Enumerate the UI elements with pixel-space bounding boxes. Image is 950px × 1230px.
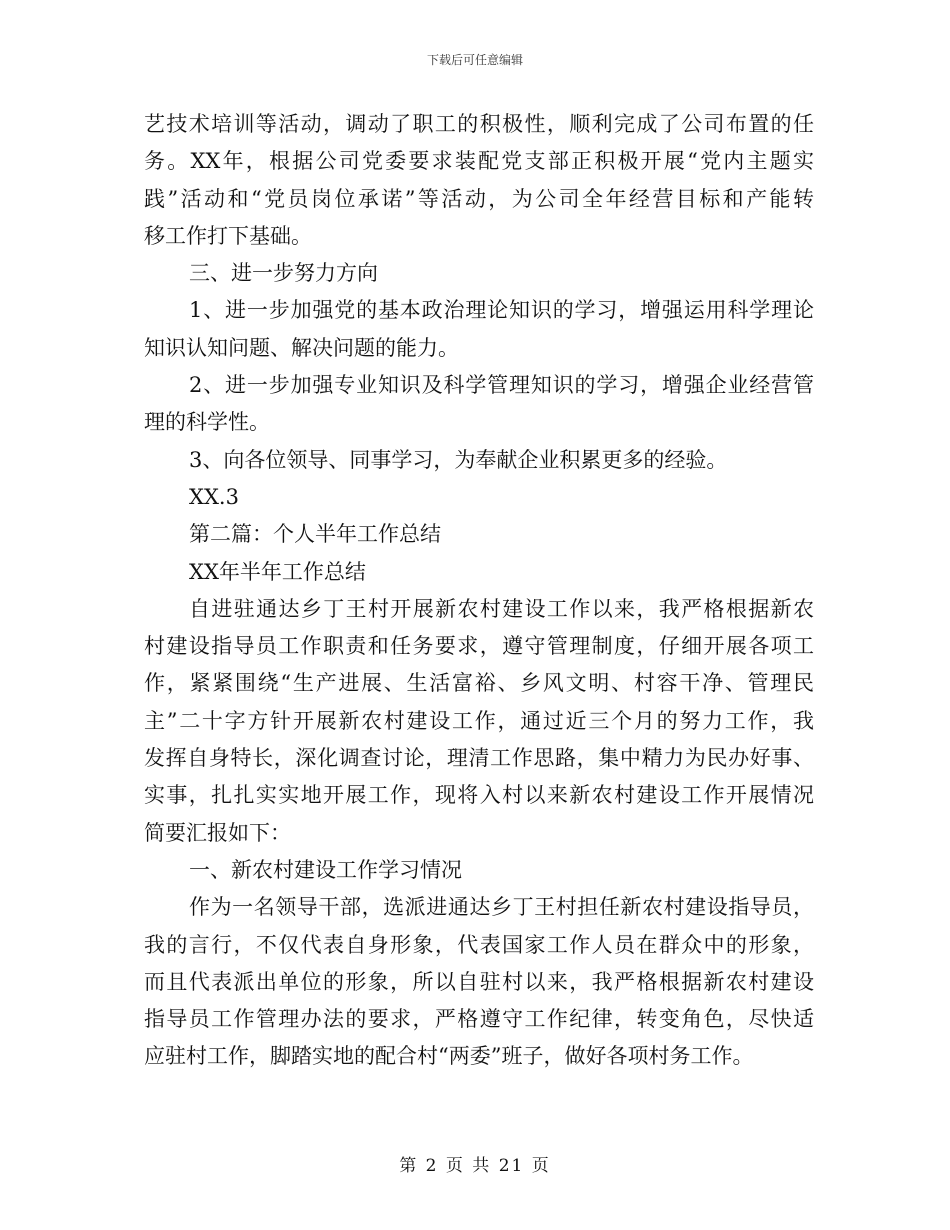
paragraph-line: 践”活动和“党员岗位承诺”等活动，为公司全年经营目标和产能转 bbox=[144, 186, 814, 211]
document-body bbox=[144, 106, 814, 1076]
paragraph-line: 移工作打下基础。 bbox=[144, 223, 312, 248]
section-heading: 一、新农村建设工作学习情况 bbox=[189, 857, 462, 882]
section-heading: 三、进一步努力方向 bbox=[189, 261, 378, 286]
paragraph-line: 艺技术培训等活动，调动了职工的积极性，顺利完成了公司布置的任 bbox=[144, 112, 814, 136]
list-item-line: 理的科学性。 bbox=[144, 410, 270, 435]
paragraph-line: 村建设指导员工作职责和任务要求，遵守管理制度，仔细开展各项工 bbox=[144, 634, 814, 659]
paragraph-line: 指导员工作管理办法的要求，严格遵守工作纪律，转变角色，尽快适 bbox=[144, 1007, 814, 1032]
page-header-note: 下载后可任意编辑 bbox=[426, 53, 523, 67]
paragraph-line: 应驻村工作，脚踏实地的配合村“两委”班子，做好各项村务工作。 bbox=[144, 1044, 754, 1069]
paragraph-line: 而且代表派出单位的形象，所以自驻村以来，我严格根据新农村建设 bbox=[144, 969, 814, 994]
list-item-line: 知识认知问题、解决问题的能力。 bbox=[144, 335, 459, 360]
paragraph-line: 主”二十字方针开展新农村建设工作，通过近三个月的努力工作，我 bbox=[144, 708, 814, 733]
paragraph-line: 务。XX年，根据公司党委要求装配党支部正积极开展“党内主题实 bbox=[144, 149, 814, 174]
paragraph-line: 作为一名领导干部，选派进通达乡丁王村担任新农村建设指导员， bbox=[189, 895, 814, 920]
page-number-footer: 第 2 页 共 21 页 bbox=[399, 1156, 551, 1176]
paragraph-line: 实事，扎扎实实地开展工作，现将入村以来新农村建设工作开展情况 bbox=[144, 783, 814, 808]
paragraph-line: 作，紧紧围绕“生产进展、生活富裕、乡风文明、村容干净、管理民 bbox=[144, 671, 814, 696]
list-item-line: 3、向各位领导、同事学习，为奉献企业积累更多的经验。 bbox=[189, 447, 728, 472]
paragraph-line: 我的言行，不仅代表自身形象，代表国家工作人员在群众中的形象， bbox=[144, 932, 814, 957]
date-line: XX.3 bbox=[189, 484, 239, 509]
chapter-title: 第二篇：个人半年工作总结 bbox=[189, 522, 441, 547]
paragraph-line: 简要汇报如下： bbox=[144, 820, 291, 845]
document-title: XX年半年工作总结 bbox=[189, 559, 366, 584]
list-item-line: 2、进一步加强专业知识及科学管理知识的学习，增强企业经营管 bbox=[189, 373, 814, 398]
paragraph-line: 自进驻通达乡丁王村开展新农村建设工作以来，我严格根据新农 bbox=[189, 596, 814, 621]
paragraph-line: 发挥自身特长，深化调查讨论，理清工作思路，集中精力为民办好事、 bbox=[144, 746, 814, 771]
list-item-line: 1、进一步加强党的基本政治理论知识的学习，增强运用科学理论 bbox=[189, 298, 814, 323]
